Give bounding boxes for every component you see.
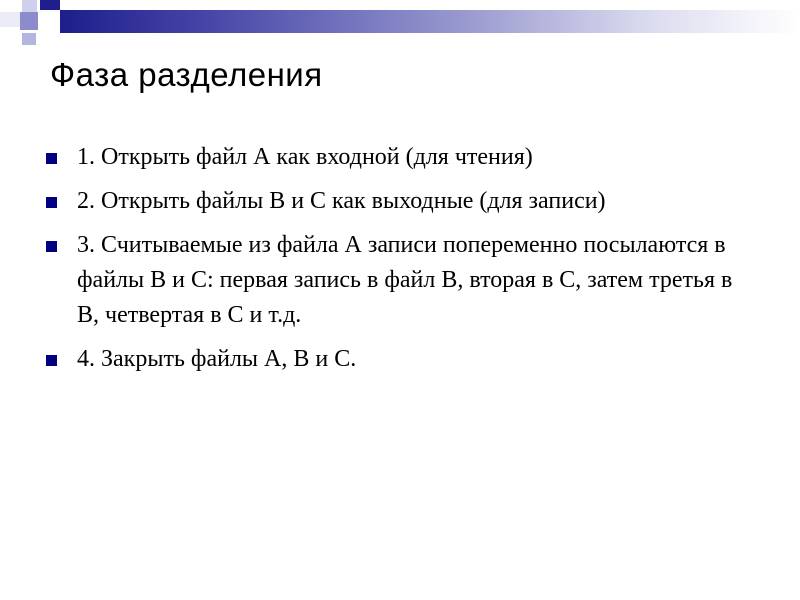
decor-square xyxy=(20,12,38,30)
bullet-text: 4. Закрыть файлы А, В и С. xyxy=(77,346,357,372)
bullet-item xyxy=(46,342,746,377)
square-bullet-icon xyxy=(46,241,57,252)
square-bullet-icon xyxy=(46,153,57,164)
decor-square xyxy=(40,0,60,10)
bullet-item xyxy=(46,140,746,175)
decor-square xyxy=(22,33,36,45)
decor-square xyxy=(40,12,60,33)
square-bullet-icon xyxy=(46,355,57,366)
bullet-item xyxy=(46,184,746,219)
bullet-text: 2. Открыть файлы В и С как выходные (для записи) xyxy=(77,188,606,214)
decor-square xyxy=(0,12,20,27)
gradient-bar xyxy=(60,10,800,33)
bullet-list xyxy=(46,140,746,386)
decor-square xyxy=(22,0,37,12)
square-bullet-icon xyxy=(46,197,57,208)
header-decoration xyxy=(0,0,800,50)
bullet-item xyxy=(46,228,746,333)
bullet-text: 1. Открыть файл А как входной (для чтения) xyxy=(77,144,533,170)
slide-title: Фаза разделения xyxy=(50,56,323,93)
bullet-text: 3. Считываемые из файла А записи попеременно посылаются в файлы В и С: первая запись в файл В, вторая в С, затем третья в В, четвертая в С и т.д. xyxy=(77,232,733,328)
